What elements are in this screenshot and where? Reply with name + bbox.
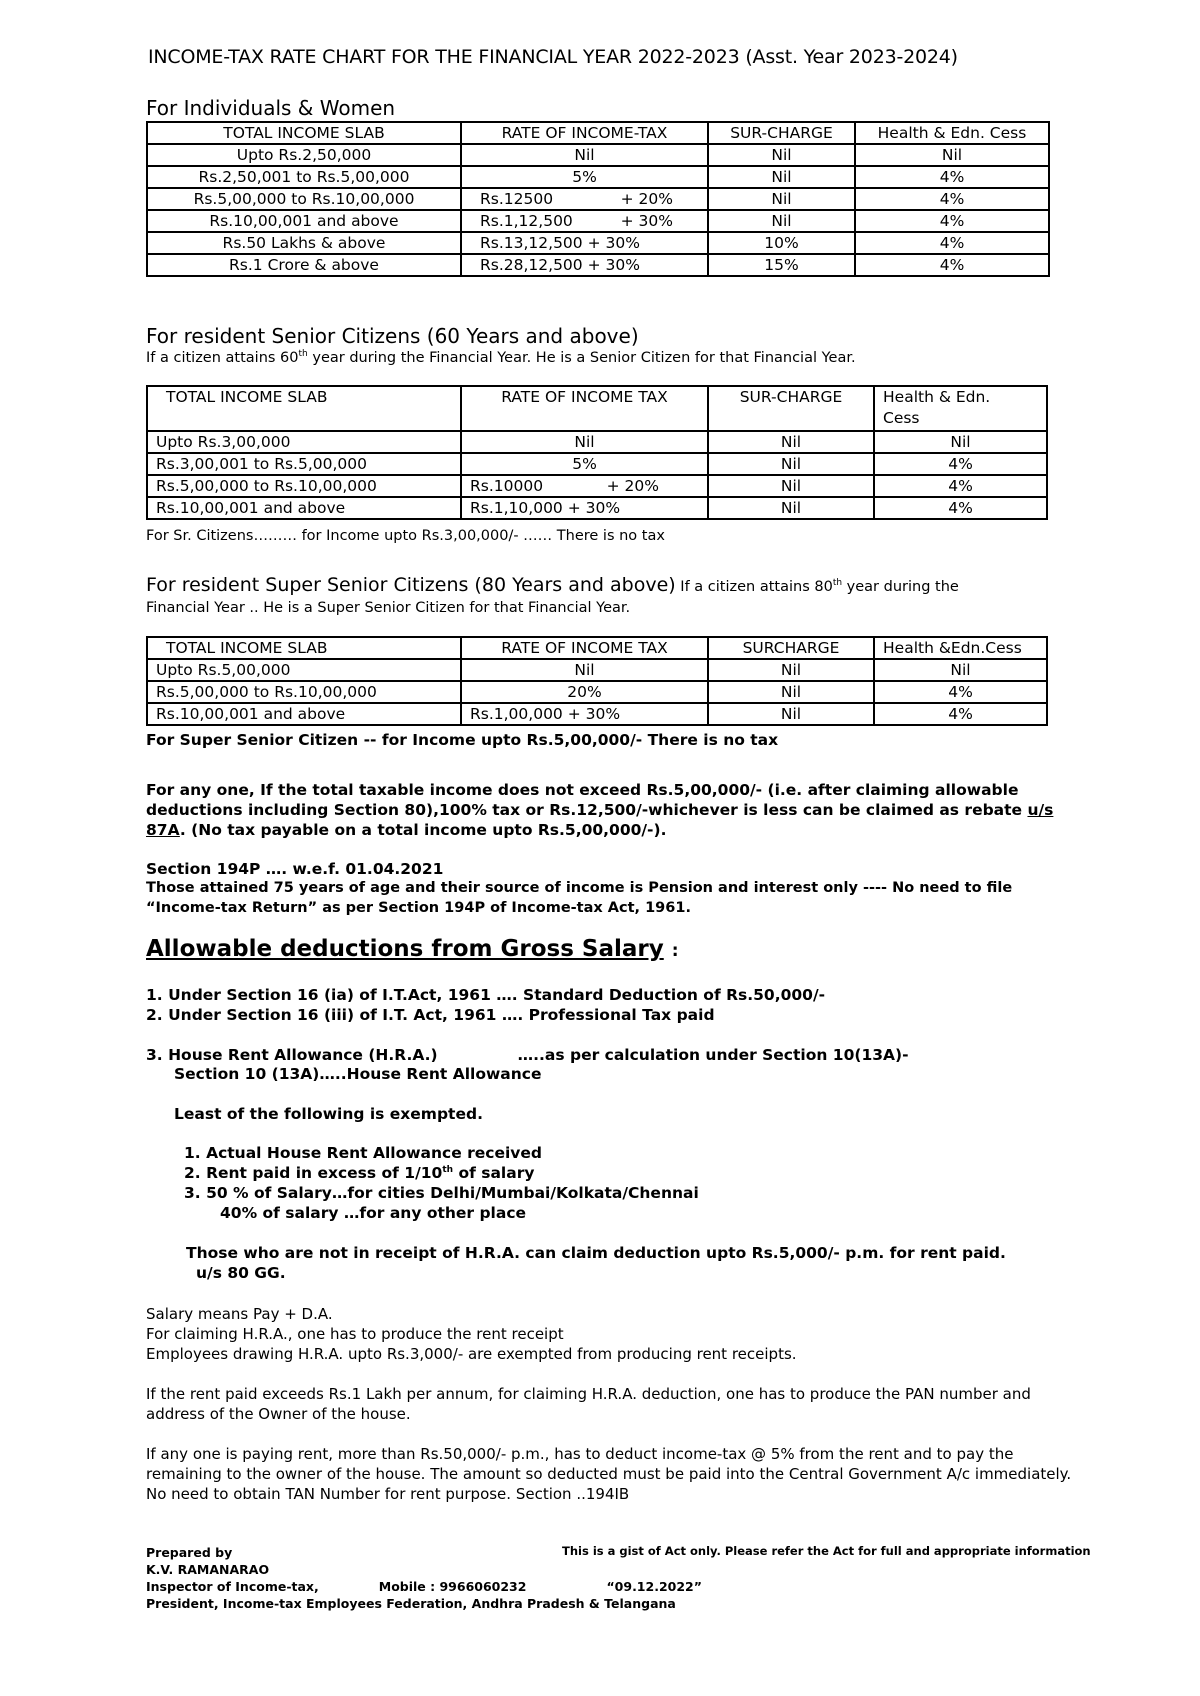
slab-cell: Rs.50 Lakhs & above [147, 232, 461, 254]
prepared-by: Prepared by [146, 1545, 233, 1560]
cess-cell: 4% [855, 166, 1049, 188]
rate-cell: 5% [461, 166, 708, 188]
super-senior-note [676, 579, 959, 595]
tds-note: If any one is paying rent, more than Rs.50,000/- p.m., has to deduct income-tax @ 5% from the rent and to pay the remaining to the owner of the house. The amount so deducted must be paid into the Central Government A/c immediately. No need to obtain TAN Number for rent purpose. Section ..194IB [146, 1445, 1072, 1503]
slab-cell: Rs.2,50,001 to Rs.5,00,000 [147, 166, 461, 188]
surcharge-cell: Nil [708, 497, 874, 519]
author-president: President, Income-tax Employees Federation, Andhra Pradesh & Telangana [146, 1596, 676, 1611]
hra-sub-item-2-a: 2. Rent paid in excess of 1/10 [184, 1164, 443, 1182]
table-header-row [147, 386, 1047, 431]
table-header-row [147, 122, 1049, 144]
rate-cell: Nil [461, 431, 708, 453]
slab-cell: Rs.5,00,000 to Rs.10,00,000 [147, 188, 461, 210]
table-row [147, 144, 1049, 166]
hra-sub-item-1: 1. Actual House Rent Allowance received [184, 1144, 543, 1162]
rebate-section-link: u/s 87A [146, 801, 1054, 839]
deductions-heading [146, 936, 679, 962]
author-name: K.V. RAMANARAO [146, 1562, 270, 1577]
cess-cell: 4% [855, 254, 1049, 276]
hra-sub-item-2-b: of salary [453, 1164, 535, 1182]
table-header-row [147, 637, 1047, 659]
author-designation: Inspector of Income-tax, [146, 1579, 319, 1594]
deduction-item-3 [146, 1046, 909, 1064]
table-row [147, 254, 1049, 276]
surcharge-cell: Nil [708, 188, 855, 210]
header-cess [874, 386, 1047, 431]
cess-cell: 4% [874, 703, 1047, 725]
rate-cell: 5% [461, 453, 708, 475]
hra-sub-item-3b: 40% of salary …for any other place [220, 1204, 527, 1222]
surcharge-cell: Nil [708, 475, 874, 497]
header-rate: RATE OF INCOME TAX [461, 637, 708, 659]
rebate-paragraph [146, 780, 1076, 840]
slab-cell: Rs.10,00,001 and above [147, 497, 461, 519]
senior-heading: For resident Senior Citizens (60 Years and above) [146, 324, 639, 348]
slab-cell: Rs.10,00,001 and above [147, 210, 461, 232]
rate-amount: Rs.12500 [480, 190, 554, 208]
rate-cell: Rs.1,00,000 + 30% [461, 703, 708, 725]
surcharge-cell: Nil [708, 431, 874, 453]
super-senior-heading [146, 574, 959, 596]
header-slab: TOTAL INCOME SLAB [147, 386, 461, 431]
surcharge-cell: 15% [708, 254, 855, 276]
deductions-heading-colon: : [671, 941, 679, 961]
cess-cell: 4% [855, 232, 1049, 254]
slab-cell: Upto Rs.5,00,000 [147, 659, 461, 681]
surcharge-cell: Nil [708, 166, 855, 188]
rate-percent: + 20% [620, 190, 673, 208]
surcharge-cell: Nil [708, 681, 874, 703]
super-senior-note-b: year during the [842, 579, 959, 595]
rate-cell [461, 475, 708, 497]
senior-note-sup: th [298, 349, 308, 360]
hra-section: Section 10 (13A)…..House Rent Allowance [174, 1065, 542, 1083]
cess-cell: 4% [874, 497, 1047, 519]
surcharge-cell: Nil [708, 659, 874, 681]
no-hra-note: Those who are not in receipt of H.R.A. can claim deduction upto Rs.5,000/- p.m. for rent paid. [186, 1244, 1006, 1262]
table-row [147, 210, 1049, 232]
salary-note: Salary means Pay + D.A. [146, 1305, 333, 1323]
rate-cell: Rs.13,12,500 + 30% [461, 232, 708, 254]
slab-cell: Rs.10,00,001 and above [147, 703, 461, 725]
surcharge-cell: Nil [708, 144, 855, 166]
rate-cell: 20% [461, 681, 708, 703]
rebate-text-end: . (No tax payable on a total income upto Rs.5,00,000/-). [179, 821, 667, 839]
header-cess: Health & Edn. Cess [855, 122, 1049, 144]
super-senior-footnote: For Super Senior Citizen -- for Income upto Rs.5,00,000/- There is no tax [146, 731, 779, 749]
rate-amount: Rs.1,12,500 [480, 212, 573, 230]
senior-note-b: year during the Financial Year. He is a Senior Citizen for that Financial Year. [307, 350, 856, 366]
header-surcharge: SUR-CHARGE [708, 386, 874, 431]
table-row [147, 453, 1047, 475]
rate-amount: Rs.10000 [470, 477, 544, 495]
senior-note-a: If a citizen attains 60 [146, 350, 299, 366]
senior-tax-table [146, 385, 1048, 520]
slab-cell: Upto Rs.2,50,000 [147, 144, 461, 166]
slab-cell: Rs.3,00,001 to Rs.5,00,000 [147, 453, 461, 475]
individuals-tax-table [146, 121, 1050, 277]
header-cess-line1: Health & Edn. [883, 388, 991, 406]
slab-cell: Rs.1 Crore & above [147, 254, 461, 276]
surcharge-cell: Nil [708, 453, 874, 475]
super-senior-note-a: If a citizen attains 80 [675, 579, 833, 595]
hra-calc: …..as per calculation under Section 10(13A)- [517, 1046, 909, 1064]
header-slab: TOTAL INCOME SLAB [147, 637, 461, 659]
surcharge-cell: Nil [708, 703, 874, 725]
table-row [147, 659, 1047, 681]
surcharge-cell: 10% [708, 232, 855, 254]
slab-cell: Rs.5,00,000 to Rs.10,00,000 [147, 681, 461, 703]
deductions-heading-text: Allowable deductions from Gross Salary [146, 936, 664, 962]
cess-cell: Nil [874, 431, 1047, 453]
cess-cell: 4% [874, 681, 1047, 703]
rate-cell [461, 210, 708, 232]
senior-note [146, 350, 856, 366]
senior-footnote: For Sr. Citizens……… for Income upto Rs.3,00,000/- …… There is no tax [146, 528, 665, 544]
cess-cell: 4% [855, 188, 1049, 210]
cess-cell: Nil [874, 659, 1047, 681]
no-hra-section: u/s 80 GG. [196, 1264, 286, 1282]
table-row [147, 681, 1047, 703]
table-row [147, 188, 1049, 210]
exempt-note: Employees drawing H.R.A. upto Rs.3,000/- are exempted from producing rent receipts. [146, 1345, 797, 1363]
surcharge-cell: Nil [708, 210, 855, 232]
cess-cell: Nil [855, 144, 1049, 166]
header-rate: RATE OF INCOME-TAX [461, 122, 708, 144]
page-title: INCOME-TAX RATE CHART FOR THE FINANCIAL YEAR 2022-2023 (Asst. Year 2023-2024) [148, 46, 958, 68]
hra-sub-item-2-sup: th [442, 1164, 454, 1175]
rate-cell [461, 188, 708, 210]
section-194p-title: Section 194P …. w.e.f. 01.04.2021 [146, 860, 444, 878]
hra-label: 3. House Rent Allowance (H.R.A.) [146, 1046, 438, 1064]
pan-note: If the rent paid exceeds Rs.1 Lakh per annum, for claiming H.R.A. deduction, one has to produce the PAN number and address of the Owner of the house. [146, 1385, 1031, 1423]
table-row [147, 232, 1049, 254]
rate-percent: + 20% [606, 477, 659, 495]
super-senior-note-line2: Financial Year .. He is a Super Senior Citizen for that Financial Year. [146, 600, 631, 616]
rate-cell: Nil [461, 144, 708, 166]
header-cess: Health &Edn.Cess [874, 637, 1047, 659]
author-mobile: Mobile : 9966060232 [378, 1579, 527, 1594]
table-row [147, 475, 1047, 497]
table-row [147, 166, 1049, 188]
cess-cell: 4% [874, 453, 1047, 475]
hra-sub-item-3: 3. 50 % of Salary…for cities Delhi/Mumbai/Kolkata/Chennai [184, 1184, 699, 1202]
slab-cell: Rs.5,00,000 to Rs.10,00,000 [147, 475, 461, 497]
rate-cell: Rs.1,10,000 + 30% [461, 497, 708, 519]
deduction-item-1: 1. Under Section 16 (ia) of I.T.Act, 1961 …. Standard Deduction of Rs.50,000/- [146, 986, 826, 1004]
slab-cell: Upto Rs.3,00,000 [147, 431, 461, 453]
header-surcharge: SURCHARGE [708, 637, 874, 659]
receipt-note: For claiming H.R.A., one has to produce the rent receipt [146, 1325, 564, 1343]
header-slab: TOTAL INCOME SLAB [147, 122, 461, 144]
super-senior-title: For resident Super Senior Citizens (80 Years and above) [146, 574, 676, 596]
disclaimer: This is a gist of Act only. Please refer the Act for full and appropriate information [562, 1544, 1091, 1558]
deduction-item-2: 2. Under Section 16 (iii) of I.T. Act, 1961 …. Professional Tax paid [146, 1006, 715, 1024]
rate-cell: Rs.28,12,500 + 30% [461, 254, 708, 276]
header-rate: RATE OF INCOME TAX [461, 386, 708, 431]
rebate-text: For any one, If the total taxable income does not exceed Rs.5,00,000/- (i.e. after claiming allowable deductions including Section 80),100% tax or Rs.12,500/-whichever is less can be claimed as rebate [146, 781, 1028, 819]
super-senior-tax-table [146, 636, 1048, 726]
document-date: “09.12.2022” [606, 1579, 702, 1594]
table-row [147, 703, 1047, 725]
table-row [147, 497, 1047, 519]
super-senior-note-sup: th [832, 578, 843, 589]
section-194p-text: Those attained 75 years of age and their source of income is Pension and interest only ---- No need to file “Income-tax Return” as per Section 194P of Income-tax Act, 1961. [146, 880, 1013, 916]
author-designation-line [146, 1578, 702, 1595]
table-row [147, 431, 1047, 453]
header-cess-line2: Cess [883, 409, 920, 427]
hra-sub-item-2 [184, 1164, 534, 1182]
least-exempted: Least of the following is exempted. [174, 1105, 483, 1123]
cess-cell: 4% [874, 475, 1047, 497]
rate-cell: Nil [461, 659, 708, 681]
individuals-heading: For Individuals & Women [146, 96, 396, 120]
rate-percent: + 30% [620, 212, 673, 230]
cess-cell: 4% [855, 210, 1049, 232]
header-surcharge: SUR-CHARGE [708, 122, 855, 144]
